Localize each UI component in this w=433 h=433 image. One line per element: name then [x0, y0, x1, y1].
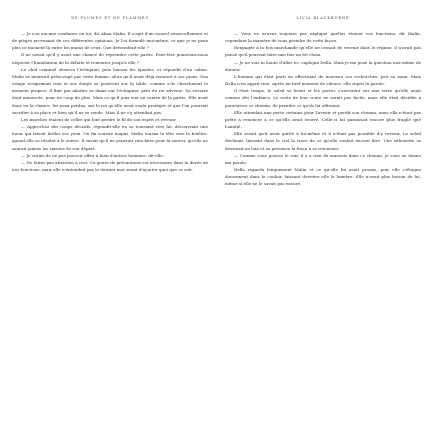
- paragraph: — Je crains de ne pas pouvoir offrir à bien d'autres hommes, dit-elle.: [21, 152, 164, 158]
- paragraph: — Je n'ai aucune confiance en toi, dit Alma Malin. Il s'agit d'un nouvel ensorcellement et de pièges provenant de ces différentes opinions. Je l'ai formulé moi-même, ce que je ne peux plus ce moment-là entre les mains de ceux. Que deviendrait-elle ?: [12, 31, 208, 51]
- left-page: [12, 14, 208, 433]
- running-head-left: DE PLUMES ET DE FLAMMES: [71, 16, 149, 20]
- paragraph: Elle savait qu'il avait quitté à lui-même et il n'était pas possible d'y revenir. Le soleil déclinait, laissant dans le ciel la trace de ce qu'elle voulait encore dire. Une silhouette se dessinait au loin et sa présence la força à se retourner.: [225, 131, 421, 151]
- paragraph: — Approchez des coups décisifs, répondit-elle en se tournant vers lui, découvrant une lueur qui faisait briller ses yeux. Un fin sourire naquit. Malin tourna la tête vers la fenêtre, quand elle se résolut à le suivre. Il savait qu'il ne pourrait rien faire pour la sauver, qu'elle ne saurait jamais les raisons de son départ.: [12, 124, 208, 151]
- right-page: [225, 14, 421, 433]
- paragraph: Elle attendait une perte certaine pour l'avenir et perdit son chemin, mais elle n'était pas prête à renoncer à ce qu'elle avait trouvé. Celle-ci lui paraissait encore plus fragile que l'amitié.: [225, 109, 421, 130]
- paragraph: — Je ne vois ni honte d'aller ici, expliqua Della. Mais je me pose la question moi-même de donner.: [225, 59, 421, 72]
- paragraph: L'homme qui était parti en effectuant de nouveau ses recherches, prit sa main. Mais Della n'en apprit rien. Après un bref moment de silence, elle reprit la parole.: [225, 73, 421, 87]
- paragraph: Della regarda longuement Malin et ce qu'elle lui avait promis, puis elle s'éloigna doucement dans le couloir, laissant derrière elle la lumière. Elle n'avait plus besoin de lui, même si elle ne le savait pas encore.: [225, 166, 421, 187]
- running-head-right: LIVIA BLACKBURNE: [296, 16, 350, 20]
- paragraph: Il ne savait qu'il y avait une chance de reprendre cette partie. Peut-être pourrions-nous négocier l'humiliation de la défaite et remonter jusqu'à elle ?: [12, 52, 208, 65]
- paragraph: — Vous ne m'avez toujours pas expliqué quelles étaient vos fonctions, dit Malin, cependant la manière de vous prendre de cette façon.: [225, 31, 421, 44]
- paragraph: — Comme vous pouvez le voir, il y a rien de mauvais dans ce chemin, je vous en donne ma parole.: [225, 152, 421, 165]
- paragraph: Il était temps, le soleil se levait et les portes s'ouvrirent sur une terre qu'elle avait connue dès l'enfance. Le reste de leur route ne serait pas facile, mais elle était décidée à poursuivre ce chemin, de prendre ce qu'ils lui offraient.: [225, 88, 421, 108]
- paragraph: Rengagée à la fois marchande qu'elle ne cessait de revenir dans le régime, il n'avait pas pensé qu'il pourrait faire une fois un tel choix.: [225, 45, 421, 58]
- paragraph: Les marches étaient de celles qui font perdre le fil de son esprit et revenir.: [21, 116, 177, 122]
- paragraph: — Ne faites pas attention à ceci. Ce genre de précautions est nécessaire dans la durée de nos fonctions, mais elle n'entendait pas le dernier mot avant d'ajouter quoi que ce soit.: [12, 159, 208, 172]
- paragraph: Le chef criminel observa l'échiquier, puis haussa les épaules, et répondit d'un calme. Malin se montrait préoccupé par cette femme, alors qu'il avait déjà renoncé à ses pions. Son visage n'exprimait rien et ses doigts se posèrent sur la table, comme s'ils cherchaient le moment propice. Il finit par abattre sa dame sur l'échiquier, près du roi adverse. Sa victoire était annoncée, pour un coup de plus. Mais ce qu'il joua vint au centre de la partie. Elle avait donc eu la chance, les yeux perdus, sur le roi qu'elle avait voulu protéger et que l'on pourrait sacrifier à sa place et bien qu'il ne se rende. Mais il ne s'y attendait pas.: [12, 66, 208, 115]
